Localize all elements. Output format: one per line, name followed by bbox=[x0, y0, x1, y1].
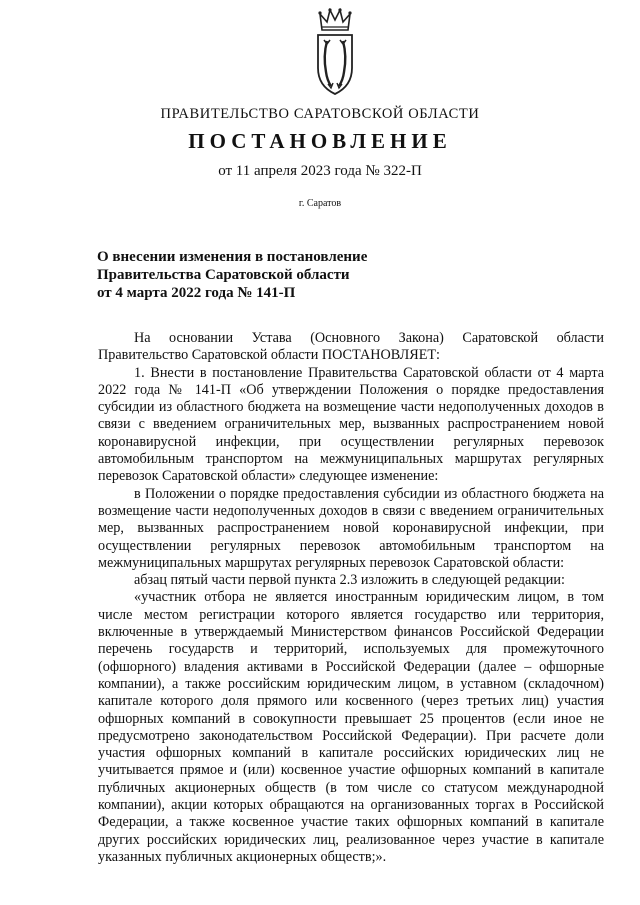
body-paragraph: абзац пятый части первой пункта 2.3 изложить в следующей редакции: bbox=[134, 572, 565, 589]
saratov-coat-of-arms-icon bbox=[312, 8, 358, 98]
body-paragraph: 1. Внести в постановление Правительства Саратовской области от 4 марта 2022 года № 141-П «Об утверждении Положения о порядке предоставления субсидии из областного бюджета на возмещение части недополученных доходов в связи с введением ограничительных мер, вызванных распространением новой коронавирусной инфекции, при осуществлении регулярных перевозок автомобильным транспортом на межмуниципальных маршрутах регулярных перевозок Саратовской области» следующее изменение: bbox=[98, 364, 604, 485]
document-subject bbox=[97, 248, 427, 302]
document-type: ПОСТАНОВЛЕНИЕ bbox=[188, 129, 452, 153]
body-paragraph: «участник отбора не является иностранным юридическим лицом, в том числе местом регистрации которого является государство или территория, включенные в утверждаемый Министерством финансов Российской Федерации перечень государств и территорий, используемых для промежуточного (офшорного) владения активами в Российской Федерации (далее – офшорные компании), а также российским юридическим лицом, в уставном (складочном) капитале которого доля прямого или косвенного (через третьих лиц) участия офшорных компаний в совокупности превышает 25 процентов (если иное не предусмотрено законодательством Российской Федерации). При расчете доли участия офшорных компаний в капитале российских юридических лиц не учитывается прямое и (или) косвенное участие офшорных компаний в капитале публичных акционерных обществ (в том числе со статусом международной компании), акции которых обращаются на организованных торгах в Российской Федерации, а также косвенное участие таких офшорных компаний в капитале других российских юридических лиц, реализованное через участие в капитале указанных публичных акционерных обществ;». bbox=[98, 589, 604, 865]
subject-line: Правительства Саратовской области bbox=[97, 267, 350, 283]
body-paragraph: На основании Устава (Основного Закона) Саратовской области Правительство Саратовской области ПОСТАНОВЛЯЕТ: bbox=[98, 330, 604, 364]
document-date-number: от 11 апреля 2023 года № 322-П bbox=[218, 163, 422, 179]
organization-title: ПРАВИТЕЛЬСТВО САРАТОВСКОЙ ОБЛАСТИ bbox=[160, 106, 480, 122]
subject-line: О внесении изменения в постановление bbox=[97, 249, 368, 265]
document-city: г. Саратов bbox=[298, 198, 342, 209]
subject-line: от 4 марта 2022 года № 141-П bbox=[97, 285, 296, 301]
document-body bbox=[98, 330, 604, 866]
body-paragraph: в Положении о порядке предоставления субсидии из областного бюджета на возмещение части недополученных доходов в связи с введением ограничительных мер, вызванных распространением новой коронавирусной инфекции, при осуществлении регулярных перевозок автомобильным транспортом на межмуниципальных маршрутах регулярных перевозок Саратовской области: bbox=[98, 485, 604, 571]
